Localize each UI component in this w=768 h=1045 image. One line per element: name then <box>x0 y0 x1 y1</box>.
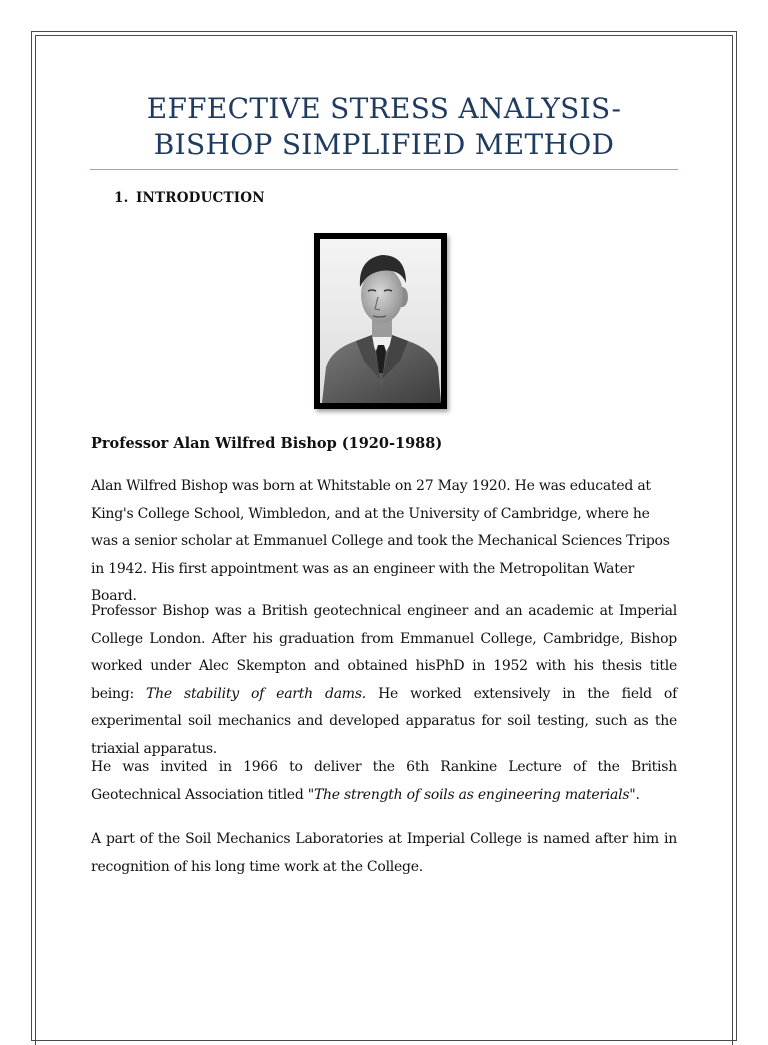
paragraph-career-text: Professor Bishop was a British geotechnical engineer and an academic at Imperial College London. After his graduation from Emmanuel College, Cambridge, Bishop worked under Alec Skempton and obtained hisPhD in 1952 with his thesis title being: <box>91 603 677 702</box>
section-label: INTRODUCTION <box>136 190 265 206</box>
paragraph-early-life: Alan Wilfred Bishop was born at Whitstable on 27 May 1920. He was educated at King's College School, Wimbledon, and at the University of Cambridge, where he was a senior scholar at Emmanuel College and took the Mechanical Sciences Tripos in 1942. His first appointment was as an engineer with the Metropolitan Water Board. <box>91 478 670 604</box>
lecture-title: The strength of soils as engineering materials <box>313 786 630 803</box>
section-number: 1. <box>114 190 129 206</box>
paragraph-rankine-lecture <box>91 754 677 809</box>
section-heading <box>114 190 265 206</box>
paragraph-career-text-end: He worked extensively in the field of experimental soil mechanics and developed apparatus for soil testing, such as the triaxial apparatus. <box>91 685 678 757</box>
paragraph-laboratories: A part of the Soil Mechanics Laboratories at Imperial College is named after him in recognition of his long time work at the College. <box>91 831 677 875</box>
biography-subheading: Professor Alan Wilfred Bishop (1920-1988) <box>91 435 443 452</box>
title-underline <box>90 169 678 170</box>
thesis-title: The stability of earth dams. <box>146 685 366 702</box>
paragraph-rankine-text: He was invited in 1966 to deliver the 6th Rankine Lecture of the British Geotechnical Association titled " <box>91 759 677 803</box>
paragraph-career <box>91 598 677 763</box>
paragraph-rankine-text-end: ". <box>629 786 640 803</box>
portrait-photo <box>320 239 441 403</box>
document-title: EFFECTIVE STRESS ANALYSIS- BISHOP SIMPLIFIED METHOD <box>146 92 622 161</box>
portrait-frame <box>314 233 447 409</box>
